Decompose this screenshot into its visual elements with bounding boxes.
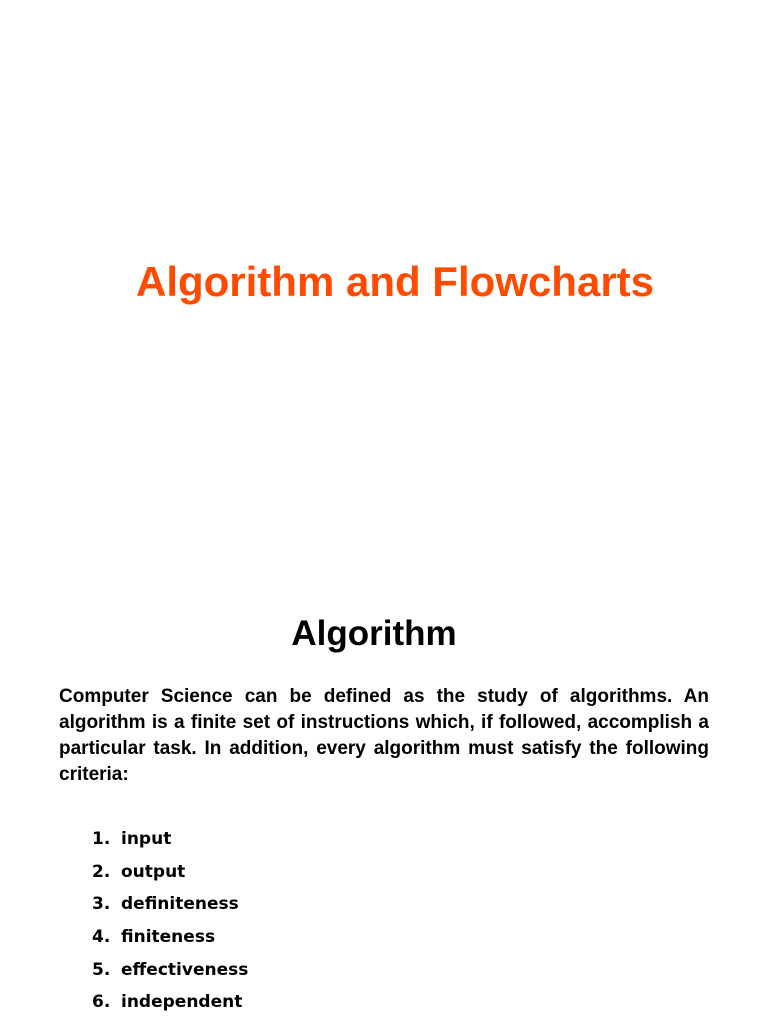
list-item-text: effectiveness [121,959,249,980]
list-item [92,856,248,889]
section-heading: Algorithm [291,614,457,653]
list-item [92,823,248,856]
page-title: Algorithm and Flowcharts [135,258,655,305]
list-item-text: definiteness [121,894,239,915]
list-item [92,954,248,987]
criteria-list [92,823,248,1019]
list-item-number: 4. [92,927,111,948]
algorithm-slide [0,580,768,1024]
list-item-text: finiteness [121,927,216,948]
intro-paragraph: Computer Science can be defined as the study of algorithms. An algorithm is a finite set of instructions which, if followed, accomplish a particular task. In addition, every algorithm must satisfy the following criteria: [59,686,709,785]
list-item [92,986,248,1019]
list-item-number: 6. [92,992,111,1013]
list-item [92,888,248,921]
list-item-text: input [121,829,172,849]
list-item-text: output [121,861,186,882]
list-item-number: 1. [92,829,111,849]
list-item-number: 5. [92,959,111,980]
list-item-text: independent [121,992,243,1013]
list-item-number: 2. [92,861,111,882]
list-item-number: 3. [92,894,111,915]
list-item [92,921,248,954]
